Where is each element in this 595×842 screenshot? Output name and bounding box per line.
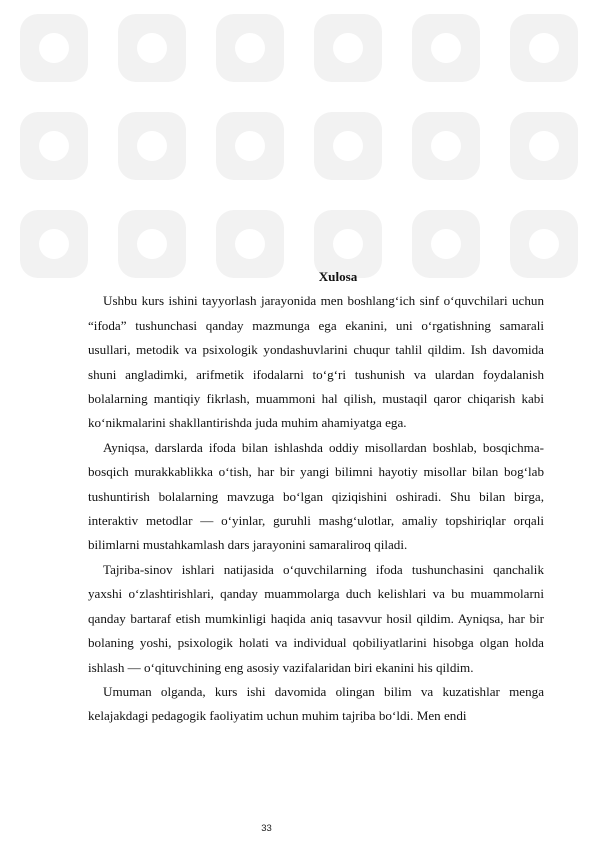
- paragraph: Tajriba-sinov ishlari natijasida o‘quvchilarning ifoda tushunchasini qanchalik yaxshi o‘zlashtirishlari, qanday muammolarga duch kelishlari va bu muammolarni qanday bartaraf etish mumkinligi haqida aniq tasavvur hosil qildim. Ayniqsa, har bir bolaning yoshi, psixologik holati va individual qobiliyatlarini hisobga olgan holda ishlash — o‘qituvchining eng asosiy vazifalaridan biri ekanini his qildim.: [88, 561, 544, 675]
- watermark-shape: [314, 14, 382, 82]
- page-number: 33: [261, 823, 272, 834]
- watermark-shape: [216, 14, 284, 82]
- watermark-shape: [20, 14, 88, 82]
- watermark-shape: [510, 14, 578, 82]
- watermark-shape: [412, 112, 480, 180]
- watermark-shape: [20, 112, 88, 180]
- section-heading: Xulosa: [318, 269, 358, 284]
- document-body: [88, 265, 544, 729]
- watermark-shape: [118, 112, 186, 180]
- watermark-shape: [412, 14, 480, 82]
- watermark-shape: [118, 14, 186, 82]
- paragraph: Ayniqsa, darslarda ifoda bilan ishlashda oddiy misollardan boshlab, bosqichma-bosqich murakkablikka o‘tish, har bir yangi bilimni hayotiy misollar bilan bog‘lab tushuntirish bolalarning mavzuga bo‘lgan qiziqishini oshiradi. Shu bilan birga, interaktiv metodlar — o‘yinlar, guruhli mashg‘ulotlar, amaliy topshiriqlar orqali bilimlarni mustahkamlash dars jarayonini samaraliroq qiladi.: [88, 439, 544, 553]
- watermark-shape: [510, 112, 578, 180]
- watermark-shape: [20, 210, 88, 278]
- paragraph: Umuman olganda, kurs ishi davomida olingan bilim va kuzatishlar menga kelajakdagi pedagogik faoliyatim uchun muhim tajriba bo‘ldi. Men endi: [88, 683, 544, 724]
- watermark-shape: [216, 112, 284, 180]
- watermark-shape: [314, 112, 382, 180]
- paragraph: Ushbu kurs ishini tayyorlash jarayonida men boshlang‘ich sinf o‘quvchilari uchun “ifoda” tushunchasi qanday mazmunga ega ekanini, uni o‘rgatishning samarali usullari, metodik va psixologik yondashuvlarini chuqur tahlil qildim. Ish davomida shuni angladimki, arifmetik ifodalarni to‘g‘ri tushunish va ulardan foydalanish bolalarning mantiqiy fikrlash, muammoni hal qilish, mustaqil qaror chiqarish kabi ko‘nikmalarini shakllantirishda juda muhim ahamiyatga ega.: [88, 293, 544, 431]
